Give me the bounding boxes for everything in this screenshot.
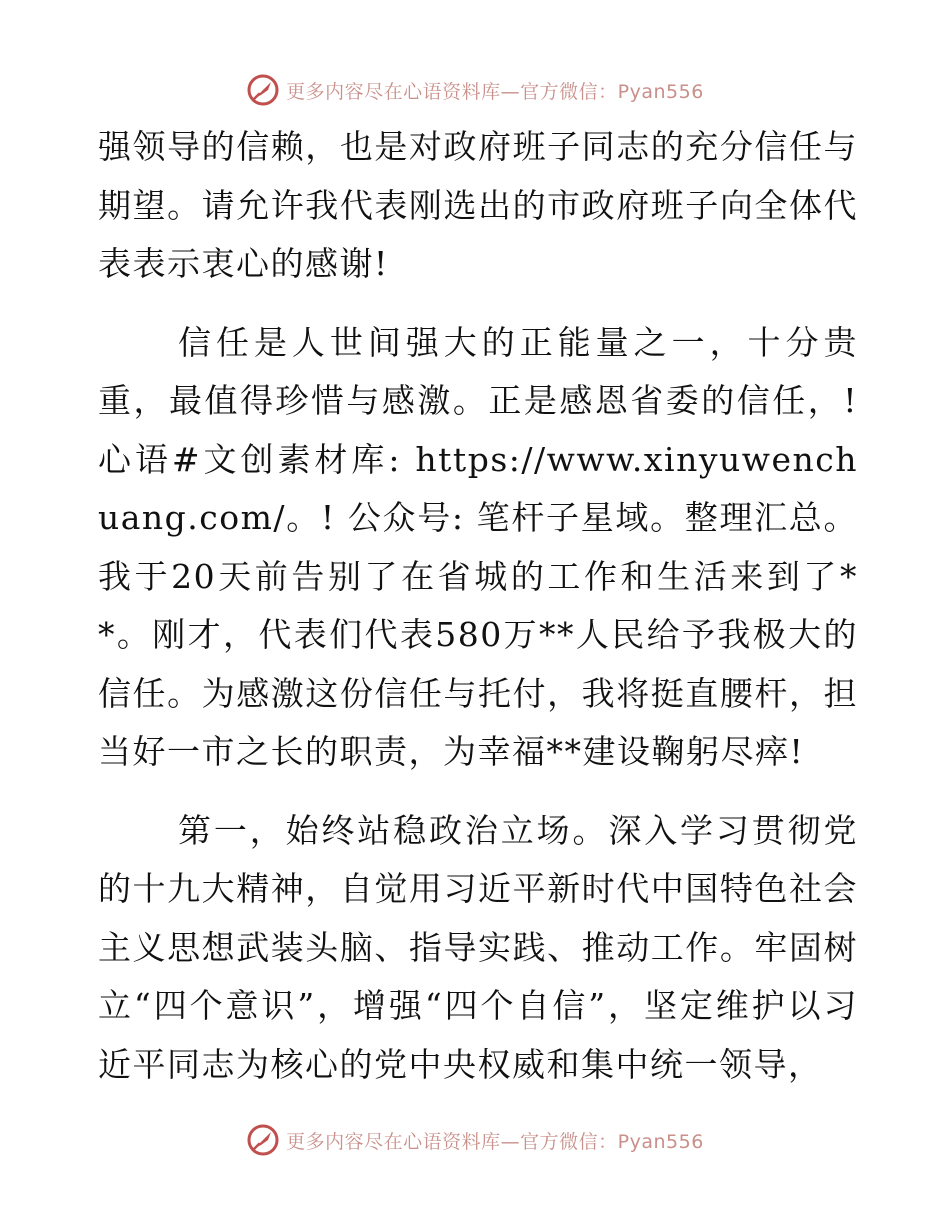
paragraph-3: 第一，始终站稳政治立场。深入学习贯彻党的十九大精神，自觉用习近平新时代中国特色社会主义思想武装头脑、指导实践、推动工作。牢固树立“四个意识”，增强“四个自信”，坚定维护以习近平同志为核心的党中央权威和集中统一领导， bbox=[98, 810, 858, 1084]
paragraph-2: 信任是人世间强大的正能量之一，十分贵重，最值得珍惜与感激。正是感恩省委的信任，!心语#文创素材库: https://www.xinyuwenchuang.com/。! 公众号: 笔杆子星域。整理汇总。我于20天前告别了在省城的工作和生活来到了**。刚才，代表们代表580万**人民给予我极大的信任。为感激这份信任与托付，我将挺直腰杆，担当好一市之长的职责，为幸福**建设鞠躬尽瘁! bbox=[98, 322, 858, 771]
quill-logo-icon bbox=[246, 73, 280, 107]
watermark-text: 更多内容尽在心语资料库—官方微信：Pyan556 bbox=[286, 1130, 704, 1153]
paragraph-1: 强领导的信赖，也是对政府班子同志的充分信任与期望。请允许我代表刚选出的市政府班子向全体代表表示衷心的感谢! bbox=[98, 127, 858, 283]
watermark-text: 更多内容尽在心语资料库—官方微信：Pyan556 bbox=[286, 80, 704, 103]
header-watermark-banner bbox=[0, 70, 950, 110]
footer-watermark-banner bbox=[0, 1120, 950, 1160]
quill-logo-icon bbox=[246, 1123, 280, 1157]
document-body bbox=[98, 118, 858, 1114]
